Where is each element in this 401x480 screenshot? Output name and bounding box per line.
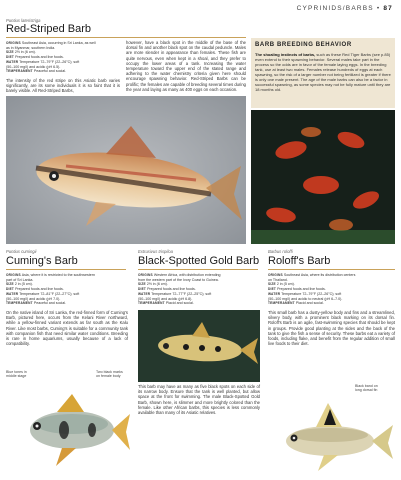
fact-key: TEMPERAMENT	[138, 301, 165, 306]
fact-key: DIET	[268, 287, 277, 292]
behavior-title: BARB BREEDING BEHAVIOR	[255, 42, 352, 48]
fact-value: Prepared foods and live foods.	[15, 287, 64, 292]
fact-value: Southeast Asia, where its distribution centers	[283, 273, 356, 277]
fact-key: TEMPERAMENT	[6, 69, 33, 74]
fact-value: Placid and social.	[295, 301, 324, 306]
fact-value: Western Africa, with distribution extending	[153, 273, 221, 277]
fact-key: SIZE	[6, 282, 14, 287]
fact-key: WATER	[6, 59, 19, 64]
rolofs-title: Roloff's Barb	[268, 255, 331, 267]
fact-value: Prepared foods and live foods.	[277, 287, 326, 292]
red-striped-body-left: The intensity of the red stripe on this Asiatic barb varies significantly, are its some individuals it is so faint that it is barely visible. All Red-Striped Barbs,	[6, 78, 120, 94]
fact-key: WATER	[138, 291, 151, 296]
fact-value: (50–100 mg/l) and acidic (pH 6.5).	[6, 64, 61, 69]
fact-value: part of Sri Lanka.	[6, 277, 34, 282]
red-striped-barb-photo	[6, 96, 246, 244]
fact-value: Placid and social.	[165, 301, 194, 306]
behavior-body: such as these Red Tiger Barbs (see p.85) even extend to their spawning behavior. Several males take part in the process so the odds are in favor of the female laying eggs. In the breeding tank, use at least two males. Females release hundreds of eggs at each spawning, so the risk of a larger number not being fertilized is greater if there is only one male present. The age of the male barbs can also be a factor in successful spawning, as some species may not be fully mature until they are 18 months old.	[255, 52, 391, 92]
fact-value: Southeast Asia, occurring in Sri Lanka, as well	[21, 41, 96, 45]
cumings-facts	[6, 273, 128, 306]
red-striped-rule	[6, 37, 246, 38]
fact-row	[138, 301, 262, 306]
cumings-caption-1: Blue tones in middle stage	[6, 370, 27, 379]
fact-value: (50–100 mg/l) and acidic (pH 6.8).	[138, 296, 193, 301]
red-tiger-barbs-photo	[251, 110, 395, 244]
behavior-lead: The shoaling instincts of barbs,	[255, 52, 316, 57]
section-title: CYPRINIDS/BARBS	[296, 5, 374, 12]
cumings-title: Cuming's Barb	[6, 255, 78, 267]
fact-key: ORIGINS	[268, 273, 283, 277]
black-spotted-body: This barb may have as many as five black spots on each side of its narrow body. Ensure that the tank is well planted, but allow space at the front for swimming. The male Black-Spotted Gold Barb, shown here, is slimmer and more brightly colored than the female. Like other African barbs, this species is less commonly available than many of its Asiatic relatives.	[138, 384, 260, 416]
fact-key: ORIGINS	[6, 273, 21, 277]
fact-value: 2 in (5 cm).	[276, 282, 295, 287]
fact-value: Temperature 72–79°F (22–26°C); soft	[281, 291, 342, 296]
red-striped-latin: Puntius lateristriga	[6, 18, 41, 23]
cumings-latin: Puntius cumingii	[6, 249, 37, 254]
fact-key: WATER	[268, 291, 281, 296]
cumings-rule	[6, 269, 126, 270]
black-spotted-rule	[138, 269, 258, 270]
black-spotted-title: Black-Spotted Gold Barb	[138, 255, 260, 267]
black-spotted-latin: Extrusivus trispiloa	[138, 249, 173, 254]
rolofs-latin: Barbus roloffi	[268, 249, 293, 254]
fact-value: (50–100 mg/l) and acidic to neutral (pH 6–7.0).	[268, 296, 343, 301]
fact-value: Temperature 72–81°F (22–27°C); soft	[19, 291, 80, 296]
header-bullet: •	[376, 5, 381, 12]
fact-value: Peaceful and social.	[33, 69, 66, 74]
fact-key: DIET	[6, 55, 15, 60]
rolofs-facts	[268, 273, 396, 306]
fact-value: from the western part of the Ivory Coast to Guinea.	[138, 277, 219, 282]
fact-key: TEMPERAMENT	[268, 301, 295, 306]
red-striped-facts	[6, 41, 121, 74]
fact-key: TEMPERAMENT	[6, 301, 33, 306]
black-spotted-facts	[138, 273, 262, 306]
fact-key: SIZE	[138, 282, 146, 287]
fact-key: DIET	[6, 287, 15, 292]
fact-key: SIZE	[268, 282, 276, 287]
fact-value: as in Myanmar, southern India.	[6, 45, 56, 50]
red-striped-body-right: however, have a black spot in the middle of the base of the dorsal fin and another black spot on the caudal peduncle. Males are more slender in appearance than females. These fish are quite nervous, even when kept in a shoal, and they prefer to occupy the lower areas of a tank. Increasing the water temperature toward the upper end of the stated range and adhering to the water chemistry criteria given here should encourage spawning behavior. Red-Striped Barbs can be prolific; the females are capable of breeding several times during the year and laying as many as 400 eggs on each occasion.	[126, 40, 246, 92]
running-header	[297, 5, 393, 12]
fact-key: SIZE	[6, 50, 14, 55]
cumings-caption-2: Two black marks on female body	[96, 370, 123, 379]
rolofs-barb-photo	[268, 395, 395, 475]
cumings-barb-photo	[12, 380, 132, 475]
page-number: 87	[383, 5, 393, 12]
fact-value: Peaceful and social.	[33, 301, 66, 306]
black-spotted-barb-photo	[138, 310, 260, 382]
rolofs-rule	[268, 269, 395, 270]
fact-value: 2½ in (6 cm).	[14, 50, 36, 55]
fact-value: Temperature 72–77°F (22–25°C); soft	[151, 291, 212, 296]
fact-value: (50–100 mg/l) and acidic (pH 7.0).	[6, 296, 61, 301]
fact-value: on Thailand.	[268, 277, 288, 282]
fact-key: ORIGINS	[138, 273, 153, 277]
rolofs-body: This small barb has a dusty-yellow body and fins and a streamlined, silvery body, with a prominent black marking on its dorsal fin. Roloff's Barb is an agile, fast-swimming species that should be kept in groups. Provide good planting at the sides and the back of the tank to give the fish a sense of security. These barbs eat a variety of foods, including flake, and benefit from the regular addition of small live foods to their diet.	[268, 310, 395, 347]
fact-value: Temperature 72–79°F (22–26°C); soft	[19, 59, 80, 64]
rolofs-caption: Black band on long dorsal fin	[355, 384, 378, 393]
fact-key: ORIGINS	[6, 41, 21, 45]
red-striped-title: Red-Striped Barb	[6, 23, 91, 35]
fact-row	[6, 301, 128, 306]
fact-key: WATER	[6, 291, 19, 296]
behavior-text	[255, 52, 391, 92]
fact-value: 2½ in (6 cm).	[146, 282, 168, 287]
fact-value: 2 in (5 cm).	[14, 282, 33, 287]
fact-row	[6, 69, 121, 74]
fact-value: Asia, where it is restricted to the southwestern	[21, 273, 95, 277]
fact-value: Prepared foods and live foods.	[147, 287, 196, 292]
fact-key: DIET	[138, 287, 147, 292]
fact-value: Prepared foods and live foods.	[15, 55, 64, 60]
fact-row	[268, 301, 396, 306]
cumings-body: On the native island of Sri Lanka, the red-finned form of Cuming's Barb, pictured here, occurs from the Kelani River northward, while a yellow-finned variant extends as far south as the Kalu River. Like most barbs, Cuming's is suitable for a community tank with companion fish that need similar water conditions. Breeding is rare in home aquariums, usually because of a lack of compatibility.	[6, 310, 128, 347]
